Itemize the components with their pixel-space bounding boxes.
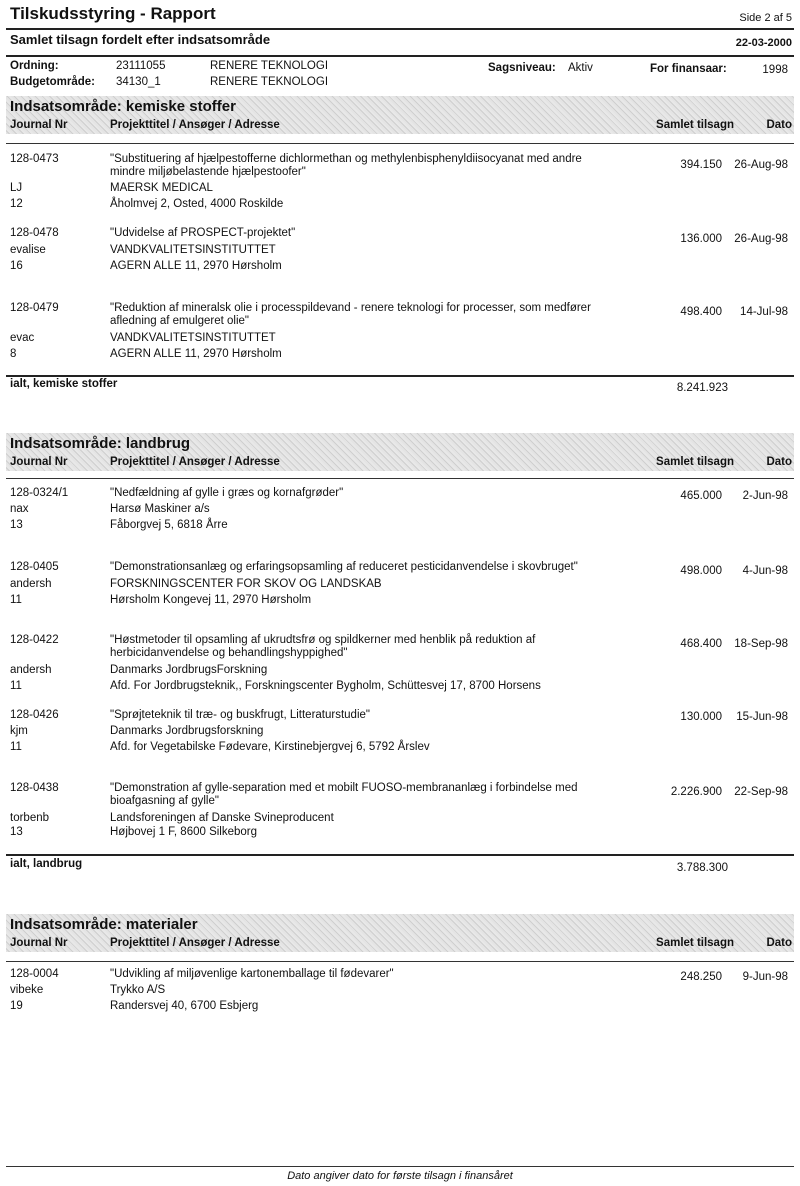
- initials: evac: [10, 332, 35, 344]
- project-title: "Nedfældning af gylle i græs og kornafgrøder": [110, 487, 344, 499]
- address: Hørsholm Kongevej 11, 2970 Hørsholm: [110, 594, 312, 606]
- applicant: Landsforeningen af Danske Svineproducent: [110, 812, 334, 824]
- journal-nr: 128-0422: [10, 634, 59, 646]
- project-title: "Udvikling af miljøvenlige kartonemballage til fødevarer": [110, 968, 394, 980]
- address: AGERN ALLE 11, 2970 Hørsholm: [110, 260, 282, 272]
- address: Afd. for Vegetabilske Fødevare, Kirstinebjergvej 6, 5792 Årslev: [110, 741, 430, 753]
- divider: [6, 961, 794, 962]
- ordning-label: Ordning:: [10, 60, 59, 72]
- project-title: "Høstmetoder til opsamling af ukrudtsfrø og spildkerner med henblik på reduktion af herbicidanvendelse og behandlingshyppighed": [110, 634, 536, 659]
- finansaar-value: 1998: [762, 64, 788, 76]
- grant-sum: 498.400: [680, 306, 722, 318]
- applicant: Danmarks Jordbrugsforskning: [110, 725, 264, 737]
- grant-sum: 468.400: [680, 638, 722, 650]
- initials: LJ: [10, 182, 23, 194]
- project-title: "Demonstrationsanlæg og erfaringsopsamling af reduceret pesticidanvendelse i skovbruget": [110, 561, 578, 573]
- address: Randersvej 40, 6700 Esbjerg: [110, 1000, 259, 1012]
- case-number: 13: [10, 519, 23, 531]
- journal-nr: 128-0324/1: [10, 487, 69, 499]
- section-header: [6, 433, 794, 471]
- col-dato: Dato: [766, 119, 792, 131]
- project-title: "Reduktion af mineralsk olie i processpildevand - renere teknologi for processer, som medfører afledning af emulgeret olie": [110, 302, 591, 327]
- grant-date: 26-Aug-98: [734, 233, 788, 245]
- report-title: Tilskudsstyring - Rapport: [10, 4, 216, 23]
- journal-nr: 128-0479: [10, 302, 59, 314]
- col-dato: Dato: [766, 937, 792, 949]
- case-number: 11: [10, 741, 22, 753]
- section-title: Indsatsområde: materialer: [10, 916, 198, 933]
- col-sum: Samlet tilsagn: [656, 456, 734, 468]
- applicant: VANDKVALITETSINSTITUTTET: [110, 244, 276, 256]
- grant-date: 18-Sep-98: [734, 638, 788, 650]
- case-number: 12: [10, 198, 23, 210]
- journal-nr: 128-0478: [10, 227, 59, 239]
- grant-date: 2-Jun-98: [742, 490, 788, 502]
- initials: kjm: [10, 725, 28, 737]
- grant-sum: 394.150: [680, 159, 722, 171]
- divider: [6, 1166, 794, 1167]
- ordning-name: RENERE TEKNOLOGI: [210, 60, 329, 72]
- grant-sum: 2.226.900: [670, 786, 722, 798]
- col-sum: Samlet tilsagn: [656, 937, 734, 949]
- grant-sum: 498.000: [680, 565, 722, 577]
- divider: [6, 143, 794, 144]
- col-projekt: Projekttitel / Ansøger / Adresse: [110, 456, 280, 468]
- grant-sum: 136.000: [680, 233, 722, 245]
- col-journal: Journal Nr: [10, 937, 68, 949]
- grant-date: 14-Jul-98: [740, 306, 788, 318]
- grant-date: 9-Jun-98: [742, 971, 788, 983]
- section-total-label: ialt, kemiske stoffer: [10, 378, 118, 390]
- divider: [6, 375, 794, 377]
- initials: andersh: [10, 664, 52, 676]
- applicant: FORSKNINGSCENTER FOR SKOV OG LANDSKAB: [110, 578, 382, 590]
- budget-name: RENERE TEKNOLOGI: [210, 76, 329, 88]
- grant-date: 4-Jun-98: [742, 565, 788, 577]
- case-number: 11: [10, 594, 22, 606]
- journal-nr: 128-0438: [10, 782, 59, 794]
- divider: [6, 55, 794, 57]
- case-number: 11: [10, 680, 22, 692]
- initials: andersh: [10, 578, 52, 590]
- case-number: 8: [10, 348, 17, 360]
- journal-nr: 128-0473: [10, 153, 59, 165]
- grant-sum: 465.000: [680, 490, 722, 502]
- section-total: 3.788.300: [676, 862, 728, 874]
- section-header: [6, 914, 794, 952]
- grant-date: 15-Jun-98: [736, 711, 788, 723]
- col-sum: Samlet tilsagn: [656, 119, 734, 131]
- journal-nr: 128-0004: [10, 968, 59, 980]
- case-number: 13: [10, 826, 23, 838]
- case-number: 16: [10, 260, 23, 272]
- case-number: 19: [10, 1000, 23, 1012]
- initials: nax: [10, 503, 29, 515]
- budget-label: Budgetområde:: [10, 76, 95, 88]
- col-projekt: Projekttitel / Ansøger / Adresse: [110, 937, 280, 949]
- col-dato: Dato: [766, 456, 792, 468]
- applicant: Danmarks JordbrugsForskning: [110, 664, 268, 676]
- section-title: Indsatsområde: landbrug: [10, 435, 191, 452]
- report-date: 22-03-2000: [735, 37, 792, 49]
- footer-note: Dato angiver dato for første tilsagn i finansåret: [287, 1170, 513, 1182]
- project-title: "Udvidelse af PROSPECT-projektet": [110, 227, 296, 239]
- project-title: "Demonstration af gylle-separation med et mobilt FUOSO-membrananlæg i forbindelse med bioafgasning af gylle": [110, 782, 578, 807]
- finansaar-label: For finansaar:: [650, 63, 727, 75]
- initials: torbenb: [10, 812, 50, 824]
- initials: evalise: [10, 244, 46, 256]
- address: AGERN ALLE 11, 2970 Hørsholm: [110, 348, 282, 360]
- divider: [6, 28, 794, 30]
- sagsniveau-label: Sagsniveau:: [488, 62, 556, 74]
- address: Fåborgvej 5, 6818 Årre: [110, 519, 228, 531]
- section-title: Indsatsområde: kemiske stoffer: [10, 98, 236, 115]
- address: Afd. For Jordbrugsteknik,, Forskningscenter Bygholm, Schüttesvej 17, 8700 Horsens: [110, 680, 541, 692]
- sagsniveau-value: Aktiv: [568, 62, 593, 74]
- page-number: Side 2 af 5: [739, 12, 792, 24]
- journal-nr: 128-0426: [10, 709, 59, 721]
- initials: vibeke: [10, 984, 44, 996]
- grant-date: 26-Aug-98: [734, 159, 788, 171]
- project-title: "Sprøjteteknik til træ- og buskfrugt, Litteraturstudie": [110, 709, 370, 721]
- project-title: "Substituering af hjælpestofferne dichlormethan og methylenbisphenyldiisocyanat med andre mindre miljøbelastende hjælpestoofer": [110, 153, 582, 178]
- col-journal: Journal Nr: [10, 456, 68, 468]
- divider: [6, 854, 794, 856]
- grant-date: 22-Sep-98: [734, 786, 788, 798]
- grant-sum: 130.000: [680, 711, 722, 723]
- address: Åholmvej 2, Osted, 4000 Roskilde: [110, 198, 284, 210]
- ordning-value: 23111055: [116, 60, 166, 72]
- col-projekt: Projekttitel / Ansøger / Adresse: [110, 119, 280, 131]
- report-subtitle: Samlet tilsagn fordelt efter indsatsområde: [10, 32, 271, 47]
- grant-sum: 248.250: [680, 971, 722, 983]
- section-total: 8.241.923: [676, 382, 728, 394]
- applicant: Trykko A/S: [110, 984, 166, 996]
- applicant: VANDKVALITETSINSTITUTTET: [110, 332, 276, 344]
- applicant: Harsø Maskiner a/s: [110, 503, 210, 515]
- budget-value: 34130_1: [116, 76, 161, 88]
- divider: [6, 478, 794, 479]
- section-header: [6, 96, 794, 134]
- address: Højbovej 1 F, 8600 Silkeborg: [110, 826, 258, 838]
- journal-nr: 128-0405: [10, 561, 59, 573]
- applicant: MAERSK MEDICAL: [110, 182, 213, 194]
- section-total-label: ialt, landbrug: [10, 858, 83, 870]
- col-journal: Journal Nr: [10, 119, 68, 131]
